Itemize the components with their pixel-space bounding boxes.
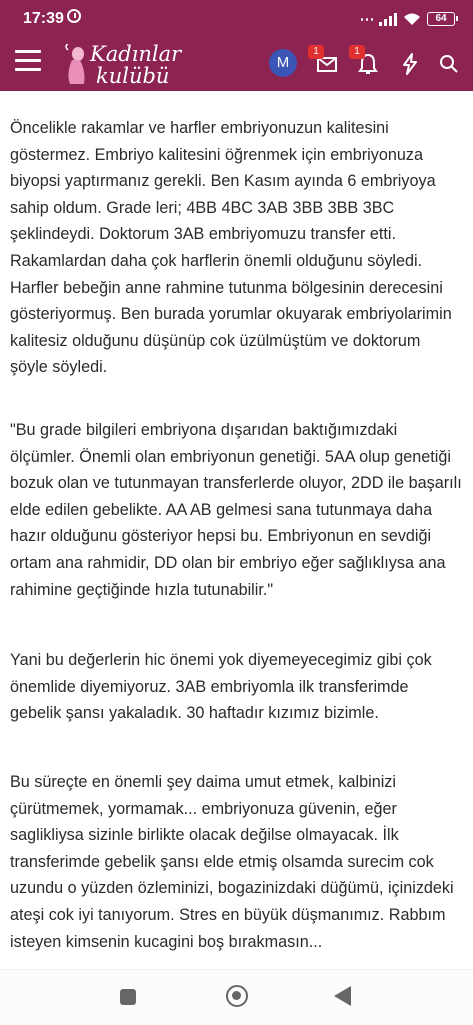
status-icons xyxy=(361,9,455,29)
logo-figure-icon xyxy=(62,44,90,86)
post-paragraph-2: "Bu grade bilgileri embriyona dışarıdan baktığımızdaki ölçümler. Önemli olan embriyonun genetiği. 5AA olup genetiği bozuk olan ve tutunmayan transferlerde oluyor, 2DD ile başarılı elde edilen gebelikte. AA AB gelmesi sana tutunmaya daha hazır olduğunu gösteriyor hepsi bu. Embriyonun en sevdiği ortam ana rahmidir, DD olan bir embriyo eğer sağlıklıysa ana rahimine geçtiğinde hızla tutunabilir." xyxy=(10,421,462,599)
messages-button[interactable] xyxy=(313,46,340,77)
home-button[interactable] xyxy=(226,985,248,1007)
messages-badge: 1 xyxy=(308,45,324,59)
logo-text-line2: kulübü xyxy=(96,64,170,88)
app-bar xyxy=(0,38,473,91)
battery-icon: 64 xyxy=(427,12,455,26)
status-time: 17:39 xyxy=(23,10,64,27)
system-nav-bar xyxy=(0,969,473,1025)
search-icon xyxy=(436,51,462,77)
user-avatar[interactable]: M xyxy=(269,49,297,77)
post-paragraph-1: Öncelikle rakamlar ve harfler embriyonuzun kalitesini göstermez. Embriyo kalitesini öğrenmek için embriyonuza biyopsi yaptırmanız gerekli. Ben Kasım ayında 6 embriyoya sahip oldum. Grade leri; 4BB 4BC 3AB 3BB 3BB 3BC şeklindeydi. Doktorum 3AB embriyomuzu transfer etti. Rakamlardan daha çok harflerin önemli olduğunu söyledi. Harfler bebeğin anne rahmine tutunma bölgesinin derecesini gösteriyormuş. Ben burada yorumlar okuyarak embriyolarimin kalitesiz olduğunu düşünüp cok üzülmüştüm ve doktorum şöyle söyledi. xyxy=(10,119,452,377)
post-paragraph-3: Yani bu değerlerin hic önemi yok diyemeyecegimiz gibi çok önemlide diyemiyoruz. 3AB embriyomla ilk transferimde gebelik şansı yakaladık. 30 haftadır kızımız bizimle. xyxy=(10,651,432,723)
logo-text-line1: Kadınlar xyxy=(90,42,182,66)
recents-button[interactable] xyxy=(120,989,136,1005)
status-bar xyxy=(0,0,473,38)
notifications-button[interactable] xyxy=(354,46,381,77)
alarm-icon xyxy=(67,9,81,23)
activity-button[interactable] xyxy=(397,51,423,77)
lightning-icon xyxy=(397,51,423,77)
signal-icon xyxy=(379,12,397,26)
post-paragraph-4: Bu süreçte en önemli şey daima umut etmek, kalbinizi çürütmemek, yormamak... embriyonuza güvenin, eğer saglikliysa sizinle birlikte olacak değilse olmayacak. İlk transferimde gebelik şansı elde etmiş olsamda surecim cok uzundu o yüzden özleminizi, bogazinizdaki düğümü, içinizdeki ateşi cok iyi tanıyorum. Stres en büyük düşmanımız. Rabbım isteyen kimsenin kucagini boş bırakmasın... xyxy=(10,773,454,951)
post-content xyxy=(0,91,473,969)
wifi-icon xyxy=(403,12,421,26)
search-button[interactable] xyxy=(436,51,462,77)
site-logo[interactable] xyxy=(60,42,190,88)
back-button[interactable] xyxy=(334,986,351,1006)
top-bar xyxy=(0,0,473,91)
more-dots-icon xyxy=(361,17,373,21)
notifications-badge: 1 xyxy=(349,45,365,59)
menu-button[interactable] xyxy=(15,50,41,72)
